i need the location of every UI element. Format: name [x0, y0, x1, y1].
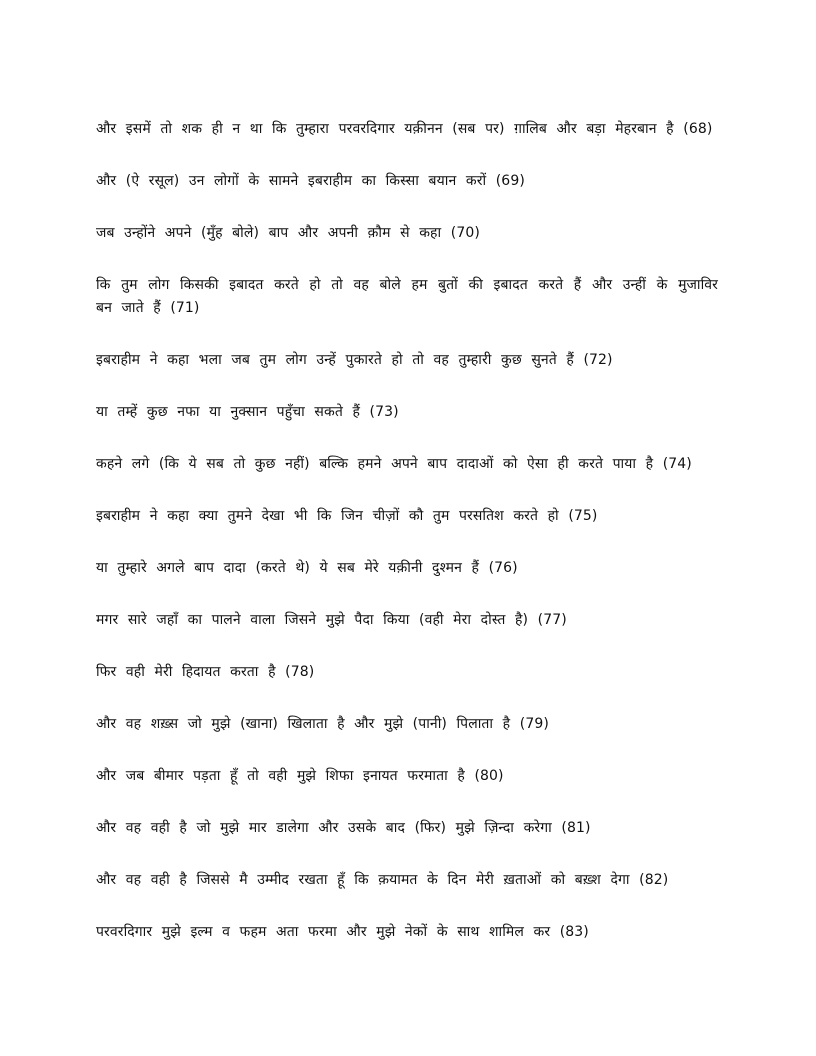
verse-70: जब उन्होंने अपने (मुँह बोले) बाप और अपनी क़ौम से कहा (70) — [96, 225, 480, 241]
verse-73: या तम्हें कुछ नफा या नुक्सान पहुँचा सकते हैं (73) — [96, 404, 399, 420]
verse-83: परवरदिगार मुझे इल्म व फहम अता फरमा और मुझे नेकों के साथ शामिल कर (83) — [96, 924, 589, 940]
verse-80: और जब बीमार पड़ता हूँ तो वही मुझे शिफा इनायत फरमाता है (80) — [96, 768, 504, 784]
verse-68: और इसमें तो शक ही न था कि तुम्हारा परवरदिगार यक़ीनन (सब पर) ग़ालिब और बड़ा मेहरबान है (68) — [96, 121, 713, 137]
verse-74: कहने लगे (कि ये सब तो कुछ नहीं) बल्कि हमने अपने बाप दादाओं को ऐसा ही करते पाया है (74) — [96, 456, 692, 472]
verse-78: फिर वही मेरी हिदायत करता है (78) — [96, 664, 315, 680]
verse-77: मगर सारे जहाँ का पालने वाला जिसने मुझे पैदा किया (वही मेरा दोस्त है) (77) — [96, 612, 567, 628]
verse-list — [96, 118, 718, 973]
verse-72: इबराहीम ने कहा भला जब तुम लोग उन्हें पुकारते हो तो वह तुम्हारी कुछ सुनते हैं (72) — [96, 352, 613, 368]
verse-71: कि तुम लोग किसकी इबादत करते हो तो वह बोले हम बुतों की इबादत करते हैं और उन्हीं के मुजाविर बन जाते हैं (71) — [96, 277, 718, 316]
verse-81: और वह वही है जो मुझे मार डालेगा और उसके बाद (फिर) मुझे ज़िन्दा करेगा (81) — [96, 820, 591, 836]
verse-76: या तुम्हारे अगले बाप दादा (करते थे) ये सब मेरे यक़ीनी दुश्मन हैं (76) — [96, 560, 518, 576]
verse-82: और वह वही है जिससे मै उम्मीद रखता हूँ कि क़यामत के दिन मेरी ख़ताओं को बख़्श देगा (82) — [96, 872, 669, 888]
verse-69: और (ऐ रसूल) उन लोगों के सामने इबराहीम का किस्सा बयान करों (69) — [96, 173, 525, 189]
verse-75: इबराहीम ने कहा क्या तुमने देखा भी कि जिन चीज़ों कौ तुम परसतिश करते हो (75) — [96, 508, 598, 524]
verse-79: और वह शख़्स जो मुझे (खाना) खिलाता है और मुझे (पानी) पिलाता है (79) — [96, 716, 549, 732]
